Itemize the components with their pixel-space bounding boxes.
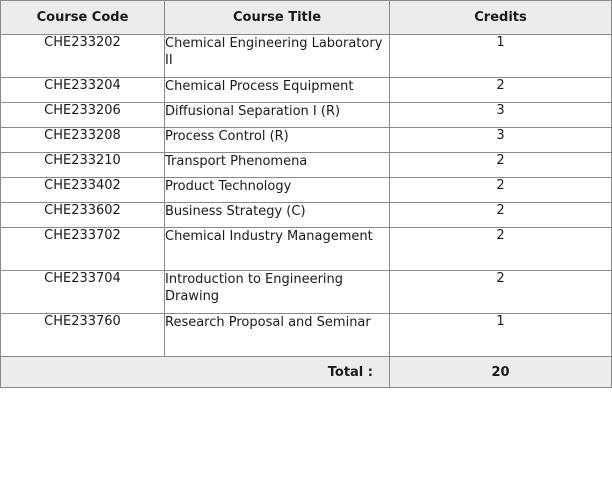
table-row	[1, 128, 612, 153]
course-title-cell: Business Strategy (C)	[165, 203, 390, 228]
header-credits: Credits	[390, 1, 612, 35]
course-code-cell: CHE233760	[1, 314, 165, 357]
course-code-cell: CHE233602	[1, 203, 165, 228]
table-row	[1, 78, 612, 103]
credits-cell: 2	[390, 228, 612, 271]
credits-cell: 3	[390, 128, 612, 153]
course-code-cell: CHE233704	[1, 271, 165, 314]
header-course-title: Course Title	[165, 1, 390, 35]
course-title-cell: Chemical Process Equipment	[165, 78, 390, 103]
table-row	[1, 271, 612, 314]
table-row	[1, 228, 612, 271]
course-title-cell: Chemical Industry Management	[165, 228, 390, 271]
table-row	[1, 178, 612, 203]
table-row	[1, 203, 612, 228]
table-header-row	[1, 1, 612, 35]
header-course-code: Course Code	[1, 1, 165, 35]
total-label: Total :	[1, 357, 390, 388]
course-code-cell: CHE233206	[1, 103, 165, 128]
course-code-cell: CHE233204	[1, 78, 165, 103]
course-title-cell: Chemical Engineering Laboratory II	[165, 35, 390, 78]
course-title-cell: Process Control (R)	[165, 128, 390, 153]
course-title-cell: Diffusional Separation I (R)	[165, 103, 390, 128]
credits-cell: 2	[390, 271, 612, 314]
table-row	[1, 314, 612, 357]
course-code-cell: CHE233208	[1, 128, 165, 153]
course-title-cell: Product Technology	[165, 178, 390, 203]
course-code-cell: CHE233402	[1, 178, 165, 203]
course-code-cell: CHE233202	[1, 35, 165, 78]
table-row	[1, 103, 612, 128]
course-title-cell: Transport Phenomena	[165, 153, 390, 178]
table-row	[1, 153, 612, 178]
total-row	[1, 357, 612, 388]
course-code-cell: CHE233702	[1, 228, 165, 271]
credits-cell: 2	[390, 178, 612, 203]
credits-cell: 2	[390, 78, 612, 103]
credits-cell: 1	[390, 35, 612, 78]
table-row	[1, 35, 612, 78]
credits-cell: 1	[390, 314, 612, 357]
course-code-cell: CHE233210	[1, 153, 165, 178]
credits-cell: 2	[390, 203, 612, 228]
credits-cell: 2	[390, 153, 612, 178]
course-title-cell: Introduction to Engineering Drawing	[165, 271, 390, 314]
credits-cell: 3	[390, 103, 612, 128]
course-title-cell: Research Proposal and Seminar	[165, 314, 390, 357]
total-value: 20	[390, 357, 612, 388]
